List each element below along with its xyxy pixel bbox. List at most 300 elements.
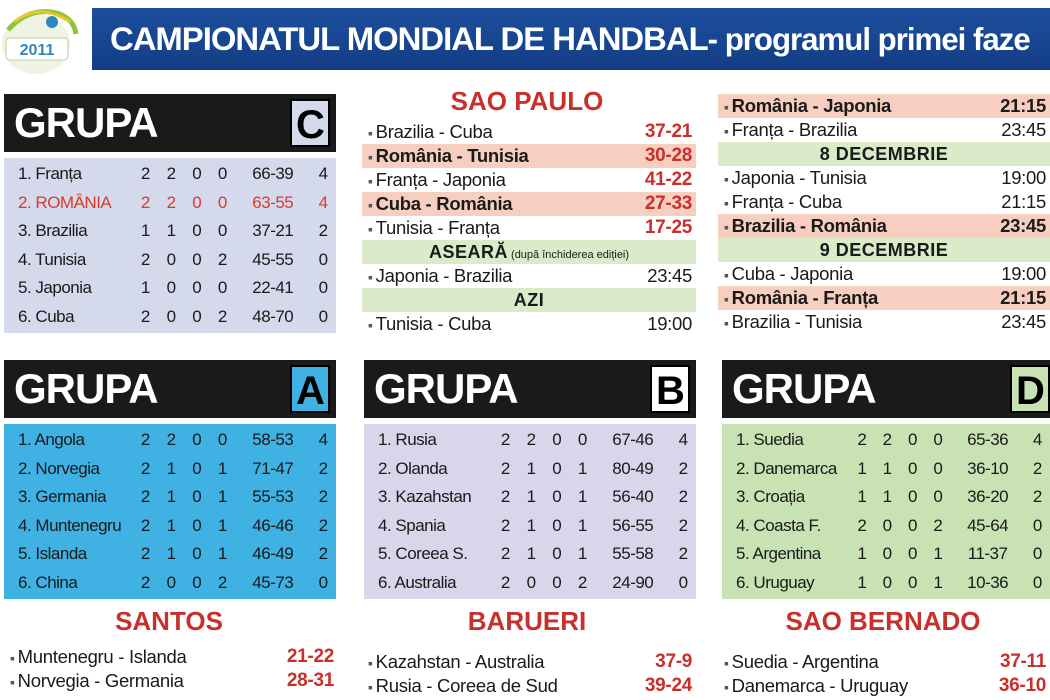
stat-p: 2 — [500, 487, 510, 506]
stat-p: 2 — [857, 515, 867, 535]
points: 4 — [318, 430, 328, 449]
team-position: 1. — [18, 164, 32, 183]
stat-w: 2 — [166, 430, 176, 449]
stat-l: 0 — [217, 430, 227, 449]
day-header — [362, 240, 696, 264]
stat-l: 0 — [217, 221, 227, 240]
match-list-sao-paulo — [362, 120, 696, 336]
day-header — [718, 142, 1050, 166]
group-header — [4, 360, 336, 418]
match-item — [718, 674, 1050, 698]
table-row — [722, 483, 1050, 512]
stat-w: 1 — [166, 487, 176, 506]
stat-p: 1 — [140, 221, 150, 240]
goal-difference: 48-70 — [252, 306, 294, 326]
stat-w: 2 — [166, 192, 176, 212]
stat-l: 0 — [217, 164, 227, 183]
match-item — [362, 650, 696, 674]
match-score: 27-33 — [644, 193, 692, 214]
stat-d: 0 — [908, 487, 917, 506]
match-teams: ▪ Cuba - România — [368, 193, 512, 215]
stat-l: 2 — [933, 515, 943, 535]
team-label: Kazahstan — [395, 487, 472, 506]
group-c-table — [4, 94, 336, 333]
table-row — [4, 217, 336, 246]
stat-l: 1 — [217, 487, 227, 506]
table-row — [4, 426, 336, 455]
match-list-barueri — [362, 650, 696, 698]
stat-d: 0 — [552, 487, 562, 506]
match-item — [4, 645, 338, 669]
stat-d: 0 — [552, 544, 562, 563]
stat-l: 1 — [217, 458, 227, 478]
stat-l: 1 — [217, 515, 227, 535]
table-row — [364, 512, 696, 541]
stat-l: 2 — [577, 572, 587, 592]
group-letter: B — [650, 365, 690, 413]
match-score: 39-24 — [644, 675, 692, 696]
team-label: Japonia — [35, 278, 92, 297]
match-list-sao-bernado — [718, 650, 1050, 698]
match-item — [718, 166, 1050, 190]
stat-p: 2 — [140, 430, 150, 449]
day-note: (după închiderea ediției) — [507, 249, 630, 261]
table-row — [364, 540, 696, 569]
match-item — [362, 216, 696, 240]
match-time: 19:00 — [1001, 263, 1046, 284]
match-item — [362, 312, 696, 336]
team-label: Angola — [34, 430, 85, 449]
team-position: 4. — [736, 515, 750, 535]
stat-p: 2 — [500, 544, 510, 563]
match-score: 17-25 — [644, 217, 692, 238]
venue-title-sao-bernado: SAO BERNADO — [785, 606, 981, 636]
group-b-table — [364, 360, 696, 599]
stat-d: 0 — [908, 544, 917, 563]
team-label: Uruguay — [753, 572, 815, 592]
team-label: Australia — [394, 572, 457, 592]
match-teams: ▪ Cuba - Japonia — [724, 263, 853, 285]
match-score: 41-22 — [644, 169, 692, 190]
points: 4 — [318, 192, 328, 212]
team-position: 3. — [18, 487, 32, 506]
points: 0 — [318, 306, 328, 326]
match-item — [362, 120, 696, 144]
team-name — [722, 455, 849, 484]
stat-l: 0 — [217, 192, 227, 212]
group-header — [722, 360, 1050, 418]
day-label: 9 DECEMBRIE — [819, 240, 949, 260]
match-teams: ▪ Kazahstan - Australia — [368, 651, 544, 673]
standings-rows — [4, 424, 336, 599]
goal-difference: 24-90 — [612, 572, 654, 592]
stat-w: 1 — [882, 458, 892, 478]
stat-l: 1 — [217, 544, 227, 563]
stat-d: 0 — [192, 306, 202, 326]
stat-d: 0 — [192, 278, 202, 297]
stat-p: 2 — [140, 249, 150, 269]
team-label: Suedia — [753, 430, 804, 449]
team-position: 2. — [736, 458, 750, 478]
goal-difference: 46-46 — [252, 515, 294, 535]
stat-d: 0 — [192, 487, 202, 506]
stat-p: 2 — [140, 458, 150, 478]
points: 0 — [318, 278, 328, 297]
team-position: 1. — [736, 430, 750, 449]
match-teams: ▪ Brazilia - România — [724, 215, 887, 237]
group-letter: A — [290, 365, 330, 413]
team-label: Argentina — [752, 544, 821, 563]
team-position: 6. — [18, 572, 32, 592]
team-label: Danemarca — [753, 458, 837, 478]
team-position: 1. — [378, 430, 392, 449]
match-item — [4, 669, 338, 693]
stat-p: 2 — [140, 544, 150, 563]
stat-p: 2 — [500, 515, 510, 535]
team-name — [4, 217, 133, 246]
stat-d: 0 — [192, 430, 202, 449]
stat-d: 0 — [552, 515, 562, 535]
match-item — [362, 674, 696, 698]
goal-difference: 56-40 — [612, 487, 654, 506]
stat-p: 2 — [500, 458, 510, 478]
stat-p: 1 — [857, 458, 867, 478]
stat-w: 1 — [882, 487, 892, 506]
team-position: 2. — [18, 458, 32, 478]
stat-p: 2 — [857, 430, 867, 449]
team-name — [364, 426, 493, 455]
team-position: 5. — [18, 278, 32, 297]
stat-w: 2 — [526, 430, 536, 449]
match-teams: ▪ Japonia - Brazilia — [368, 265, 512, 287]
stat-d: 0 — [908, 430, 917, 449]
group-header — [4, 94, 336, 152]
goal-difference: 37-21 — [252, 221, 294, 240]
points: 4 — [678, 430, 688, 449]
match-time: 23:45 — [1000, 215, 1046, 236]
stat-w: 1 — [526, 458, 536, 478]
stat-d: 0 — [192, 544, 202, 563]
match-item — [362, 168, 696, 192]
group-title: GRUPA — [14, 99, 158, 146]
stat-p: 2 — [500, 572, 510, 592]
svg-text:2011: 2011 — [19, 42, 55, 59]
team-name — [364, 540, 493, 569]
goal-difference: 80-49 — [612, 458, 654, 478]
match-item — [362, 144, 696, 168]
match-item — [718, 262, 1050, 286]
points: 4 — [318, 164, 328, 183]
team-position: 6. — [736, 572, 750, 592]
match-teams: ▪ România - Japonia — [724, 95, 891, 117]
table-row — [4, 189, 336, 218]
stat-d: 0 — [192, 164, 202, 183]
stat-l: 1 — [933, 544, 943, 563]
team-label: Germania — [35, 487, 107, 506]
points: 2 — [678, 458, 688, 478]
stat-l: 0 — [217, 278, 227, 297]
stat-l: 1 — [577, 515, 587, 535]
stat-d: 0 — [908, 515, 917, 535]
points: 2 — [318, 221, 328, 240]
table-row — [4, 512, 336, 541]
team-name — [364, 455, 493, 484]
page-header — [0, 0, 1050, 78]
team-name — [4, 455, 133, 484]
stat-l: 2 — [217, 306, 227, 326]
match-teams: ▪ România - Franța — [724, 287, 878, 309]
match-teams: ▪ Franța - Japonia — [368, 169, 506, 191]
team-label: Coreea S. — [395, 544, 468, 563]
goal-difference: 22-41 — [252, 278, 294, 297]
goal-difference: 36-20 — [967, 487, 1009, 506]
match-time: 21:15 — [1001, 191, 1046, 212]
goal-difference: 45-73 — [252, 572, 294, 592]
stat-p: 1 — [857, 487, 867, 506]
match-item — [718, 94, 1050, 118]
points: 2 — [318, 487, 328, 506]
stat-l: 1 — [577, 544, 587, 563]
table-row — [722, 540, 1050, 569]
team-label: ROMÂNIA — [35, 192, 112, 212]
stat-w: 1 — [526, 544, 536, 563]
stat-d: 0 — [552, 572, 562, 592]
team-name — [364, 483, 493, 512]
stat-d: 0 — [192, 192, 202, 212]
match-time: 21:15 — [1000, 287, 1046, 308]
team-label: China — [35, 572, 78, 592]
points: 2 — [318, 544, 328, 563]
team-name — [4, 569, 133, 598]
match-item — [718, 118, 1050, 142]
match-time: 19:00 — [1001, 167, 1046, 188]
goal-difference: 55-58 — [612, 544, 654, 563]
team-label: Muntenegru — [35, 515, 122, 535]
table-row — [364, 569, 696, 598]
team-name — [4, 160, 133, 189]
match-teams: ▪ Muntenegru - Islanda — [10, 646, 187, 668]
table-row — [4, 246, 336, 275]
goal-difference: 45-64 — [967, 515, 1009, 535]
goal-difference: 55-53 — [252, 487, 294, 506]
table-row — [722, 512, 1050, 541]
points: 2 — [318, 458, 328, 478]
team-position: 5. — [18, 544, 32, 563]
match-teams: ▪ Brazilia - Cuba — [368, 121, 493, 143]
match-score: 36-10 — [998, 675, 1046, 696]
team-name — [722, 426, 849, 455]
standings-rows — [722, 424, 1050, 599]
stat-p: 2 — [500, 430, 510, 449]
goal-difference: 67-46 — [612, 430, 654, 449]
stat-w: 0 — [882, 515, 892, 535]
goal-difference: 45-55 — [252, 249, 294, 269]
team-position: 4. — [18, 249, 32, 269]
stat-d: 0 — [552, 458, 562, 478]
table-row — [364, 426, 696, 455]
team-position: 4. — [18, 515, 32, 535]
team-position: 3. — [18, 221, 32, 240]
match-list-santos — [4, 645, 338, 693]
points: 2 — [678, 487, 688, 506]
stat-l: 0 — [933, 487, 943, 506]
match-item — [718, 190, 1050, 214]
championship-logo-icon — [0, 0, 82, 78]
team-position: 6. — [18, 306, 32, 326]
goal-difference: 58-53 — [252, 430, 294, 449]
goal-difference: 63-55 — [252, 192, 294, 212]
standings-rows — [4, 158, 336, 333]
match-teams: ▪ Franța - Cuba — [724, 191, 842, 213]
stat-w: 1 — [526, 515, 536, 535]
goal-difference: 10-36 — [967, 572, 1009, 592]
match-item — [362, 264, 696, 288]
table-row — [722, 455, 1050, 484]
stat-p: 2 — [140, 572, 150, 592]
group-a-table — [4, 360, 336, 599]
table-row — [4, 274, 336, 303]
match-score: 37-21 — [644, 121, 692, 142]
day-header — [362, 288, 696, 312]
points: 0 — [1032, 515, 1042, 535]
stat-w: 0 — [166, 278, 176, 297]
team-name — [722, 512, 849, 541]
goal-difference: 66-39 — [252, 164, 294, 183]
team-name — [4, 426, 133, 455]
team-name — [364, 512, 493, 541]
group-letter: C — [290, 99, 330, 147]
stat-l: 1 — [933, 572, 943, 592]
points: 4 — [1032, 430, 1042, 449]
table-row — [722, 426, 1050, 455]
points: 0 — [318, 572, 328, 592]
table-row — [4, 303, 336, 332]
match-score: 37-9 — [655, 651, 692, 672]
stat-l: 2 — [217, 249, 227, 269]
table-row — [4, 540, 336, 569]
title-main: CAMPIONATUL MONDIAL DE HANDBAL — [110, 20, 708, 57]
match-score: 28-31 — [286, 670, 334, 691]
points: 0 — [1032, 572, 1042, 592]
table-row — [4, 569, 336, 598]
points: 0 — [1032, 544, 1042, 563]
match-teams: ▪ Suedia - Argentina — [724, 651, 879, 673]
goal-difference: 11-37 — [967, 544, 1008, 563]
table-row — [364, 483, 696, 512]
match-teams: ▪ Danemarca - Uruguay — [724, 675, 908, 697]
table-row — [364, 455, 696, 484]
stat-d: 0 — [192, 515, 202, 535]
match-teams: ▪ Tunisia - Franța — [368, 217, 500, 239]
team-name — [4, 512, 133, 541]
table-row — [4, 455, 336, 484]
team-name — [722, 483, 849, 512]
stat-w: 0 — [882, 544, 892, 563]
title-sub: - programul primei faze — [707, 22, 1030, 57]
stat-l: 1 — [577, 487, 587, 506]
stat-l: 0 — [933, 430, 943, 449]
match-time: 23:45 — [1001, 311, 1046, 332]
stat-p: 2 — [140, 306, 150, 326]
team-label: Brazilia — [35, 221, 88, 240]
team-position: 1. — [18, 430, 32, 449]
match-teams: ▪ Franța - Brazilia — [724, 119, 857, 141]
match-teams: ▪ Tunisia - Cuba — [368, 313, 491, 335]
team-name — [4, 303, 133, 332]
match-score: 21-22 — [286, 646, 334, 667]
stat-l: 2 — [217, 572, 227, 592]
team-label: Tunisia — [35, 249, 86, 269]
goal-difference: 71-47 — [252, 458, 294, 478]
table-row — [4, 483, 336, 512]
match-teams: ▪ Norvegia - Germania — [10, 670, 184, 692]
venue-title-santos: SANTOS — [115, 606, 223, 636]
match-item — [718, 650, 1050, 674]
stat-p: 1 — [857, 572, 867, 592]
match-list-sao-paulo-continued — [718, 94, 1050, 334]
stat-w: 0 — [166, 572, 176, 592]
stat-l: 0 — [577, 430, 587, 449]
points: 2 — [1032, 487, 1042, 506]
stat-w: 0 — [166, 249, 176, 269]
points: 0 — [678, 572, 688, 592]
page-title — [92, 8, 1050, 70]
points: 2 — [1032, 458, 1042, 478]
team-name — [4, 483, 133, 512]
match-teams: ▪ România - Tunisia — [368, 145, 529, 167]
stat-d: 0 — [192, 458, 202, 478]
team-label: Spania — [395, 515, 446, 535]
stat-d: 0 — [192, 221, 202, 240]
venue-title-sao-paulo: SAO PAULO — [450, 86, 604, 116]
day-header — [718, 238, 1050, 262]
match-item — [718, 310, 1050, 334]
team-label: Franța — [35, 164, 82, 183]
team-name — [4, 540, 133, 569]
stat-p: 1 — [857, 544, 867, 563]
goal-difference: 65-36 — [967, 430, 1009, 449]
match-item — [362, 192, 696, 216]
stat-d: 0 — [552, 430, 562, 449]
stat-w: 0 — [882, 572, 892, 592]
stat-w: 1 — [526, 487, 536, 506]
stat-w: 1 — [166, 458, 176, 478]
stat-w: 2 — [166, 164, 176, 183]
stat-w: 0 — [166, 306, 176, 326]
group-letter: D — [1010, 365, 1050, 413]
team-label: Rusia — [395, 430, 437, 449]
stat-w: 2 — [882, 430, 892, 449]
team-position: 2. — [378, 458, 392, 478]
team-position: 5. — [378, 544, 392, 563]
stat-w: 1 — [166, 221, 176, 240]
team-name — [4, 274, 133, 303]
group-d-table — [722, 360, 1050, 599]
day-label: AZI — [513, 290, 545, 310]
match-item — [718, 286, 1050, 310]
group-header — [364, 360, 696, 418]
goal-difference: 46-49 — [252, 544, 294, 563]
match-time: 23:45 — [647, 265, 692, 286]
team-name — [722, 540, 849, 569]
match-teams: ▪ Rusia - Coreea de Sud — [368, 675, 558, 697]
team-name — [4, 246, 133, 275]
venue-title-barueri: BARUERI — [467, 606, 587, 636]
team-label: Cuba — [35, 306, 75, 326]
day-label: 8 DECEMBRIE — [819, 144, 949, 164]
match-teams: ▪ Japonia - Tunisia — [724, 167, 866, 189]
points: 2 — [678, 544, 688, 563]
